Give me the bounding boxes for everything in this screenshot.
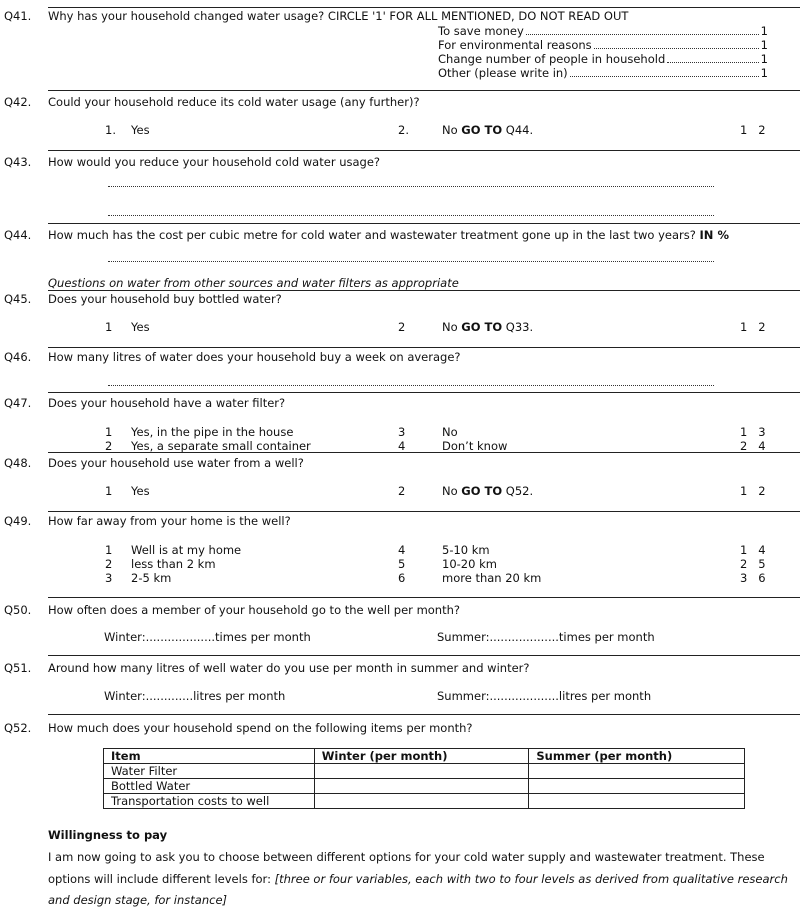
q47-left-num: 1 [105, 425, 113, 439]
q42-number: Q42. [4, 95, 32, 109]
q45-opt2-number: 2 [398, 320, 406, 334]
q42-opt1-number: 1. [105, 123, 116, 137]
option-code[interactable]: 1 [760, 52, 768, 66]
q47-number: Q47. [4, 396, 32, 410]
row-item-label: Water Filter [104, 764, 315, 779]
table-header-row [104, 749, 745, 764]
q49-right-num: 5 [398, 557, 406, 571]
option-code[interactable]: 1 [760, 38, 768, 52]
q48-opt1-label[interactable]: Yes [131, 484, 150, 498]
q49-right-num: 6 [398, 571, 406, 585]
goto-target: Q44. [505, 123, 534, 137]
table-row [104, 794, 745, 809]
q41-question: Why has your household changed water usage? CIRCLE '1' FOR ALL MENTIONED, DO NOT READ OUT [48, 9, 629, 23]
q50-summer-field[interactable]: Summer:...................times per month [437, 630, 655, 644]
q44-unit: IN % [699, 228, 729, 242]
q48-codes[interactable]: 1 2 [740, 484, 766, 498]
q41-option [438, 66, 768, 80]
q51-number: Q51. [4, 661, 32, 675]
q41-option [438, 24, 768, 38]
row-item-label: Bottled Water [104, 779, 315, 794]
opt-no: No [442, 320, 458, 334]
q51-winter-field[interactable]: Winter:.............litres per month [104, 689, 286, 703]
column-header-item: Item [104, 749, 315, 764]
q50-winter-field[interactable]: Winter:...................times per month [104, 630, 311, 644]
option-label: To save money [438, 24, 524, 38]
q47-left-label[interactable]: Yes, in the pipe in the house [131, 425, 294, 439]
q48-opt2-number: 2 [398, 484, 406, 498]
option-label: Other (please write in) [438, 66, 568, 80]
q48-opt1-number: 1 [105, 484, 113, 498]
q45-number: Q45. [4, 292, 32, 306]
wtp-heading: Willingness to pay [48, 828, 168, 842]
option-code[interactable]: 1 [760, 24, 768, 38]
q49-codes[interactable]: 3 6 [740, 571, 766, 585]
q45-opt1-number: 1 [105, 320, 113, 334]
q42-opt2-label[interactable] [442, 123, 533, 137]
q42-opt2-number: 2. [398, 123, 409, 137]
q47-left-num: 2 [105, 439, 113, 453]
q44-number: Q44. [4, 228, 32, 242]
goto-instruction: GO TO [461, 484, 503, 498]
q48-question: Does your household use water from a well? [48, 456, 304, 470]
column-header-winter: Winter (per month) [314, 749, 529, 764]
q48-number: Q48. [4, 456, 32, 470]
q49-right-num: 4 [398, 543, 406, 557]
option-code[interactable]: 1 [760, 66, 768, 80]
q52-number: Q52. [4, 721, 32, 735]
q42-question: Could your household reduce its cold water usage (any further)? [48, 95, 420, 109]
q47-question: Does your household have a water filter? [48, 396, 286, 410]
goto-instruction: GO TO [461, 320, 503, 334]
q46-question: How many litres of water does your household buy a week on average? [48, 350, 461, 364]
goto-instruction: GO TO [461, 123, 503, 137]
q49-left-label[interactable]: Well is at my home [131, 543, 242, 557]
q42-codes[interactable]: 1 2 [740, 123, 766, 137]
table-row [104, 779, 745, 794]
opt-no: No [442, 484, 458, 498]
goto-target: Q52. [505, 484, 534, 498]
q42-opt1-label[interactable]: Yes [131, 123, 150, 137]
q51-question: Around how many litres of well water do you use per month in summer and winter? [48, 661, 530, 675]
q47-left-label[interactable]: Yes, a separate small container [131, 439, 311, 453]
q41-option [438, 38, 768, 52]
q49-left-num: 3 [105, 571, 113, 585]
q47-codes[interactable]: 2 4 [740, 439, 766, 453]
q51-summer-field[interactable]: Summer:...................litres per month [437, 689, 652, 703]
q47-right-label[interactable]: No [442, 425, 458, 439]
winter-cell[interactable] [314, 779, 529, 794]
q44-question-text: How much has the cost per cubic metre for cold water and wastewater treatment gone up in the last two years? [48, 228, 696, 242]
q49-codes[interactable]: 2 5 [740, 557, 766, 571]
wtp-body [48, 847, 790, 912]
row-item-label: Transportation costs to well [104, 794, 315, 809]
q46-answer-line[interactable] [108, 385, 714, 386]
spending-table [103, 748, 745, 809]
q48-opt2-label[interactable] [442, 484, 533, 498]
q49-right-label[interactable]: 10-20 km [442, 557, 497, 571]
winter-cell[interactable] [314, 764, 529, 779]
q41-number: Q41. [4, 9, 32, 23]
wtp-body-italic: [three or four variables, each with two to four levels as derived from qualitative research and design stage, for instance] [48, 871, 788, 907]
winter-cell[interactable] [314, 794, 529, 809]
q45-question: Does your household buy bottled water? [48, 292, 282, 306]
q44-answer-line[interactable] [108, 261, 714, 262]
q47-right-num: 4 [398, 439, 406, 453]
q49-right-label[interactable]: 5-10 km [442, 543, 490, 557]
q47-right-num: 3 [398, 425, 406, 439]
q43-answer-line-1[interactable] [108, 186, 714, 187]
column-header-summer: Summer (per month) [529, 749, 745, 764]
wtp-body-text: I am now going to ask you to choose between different options for your cold water supply and wastewater treatment. These options will include different levels for: [48, 850, 765, 886]
table-row [104, 764, 745, 779]
summer-cell[interactable] [529, 794, 745, 809]
goto-target: Q33. [505, 320, 534, 334]
q45-opt1-label[interactable]: Yes [131, 320, 150, 334]
q47-codes[interactable]: 1 3 [740, 425, 766, 439]
q49-right-label[interactable]: more than 20 km [442, 571, 542, 585]
q50-question: How often does a member of your household go to the well per month? [48, 603, 460, 617]
q43-number: Q43. [4, 155, 32, 169]
option-label: For environmental reasons [438, 38, 592, 52]
q49-left-num: 1 [105, 543, 113, 557]
q45-opt2-label[interactable] [442, 320, 533, 334]
q49-left-label[interactable]: less than 2 km [131, 557, 216, 571]
q50-number: Q50. [4, 603, 32, 617]
q46-number: Q46. [4, 350, 32, 364]
q43-answer-line-2[interactable] [108, 215, 714, 216]
opt-no: No [442, 123, 458, 137]
option-label: Change number of people in household [438, 52, 666, 66]
q43-question: How would you reduce your household cold water usage? [48, 155, 381, 169]
q49-left-label[interactable]: 2-5 km [131, 571, 172, 585]
summer-cell[interactable] [529, 779, 745, 794]
q41-option [438, 52, 768, 66]
q49-question: How far away from your home is the well? [48, 514, 291, 528]
q44-question [48, 228, 729, 242]
q49-left-num: 2 [105, 557, 113, 571]
q49-codes[interactable]: 1 4 [740, 543, 766, 557]
q49-number: Q49. [4, 514, 32, 528]
q45-codes[interactable]: 1 2 [740, 320, 766, 334]
q47-right-label[interactable]: Don’t know [442, 439, 508, 453]
q52-question: How much does your household spend on the following items per month? [48, 721, 473, 735]
q44-note: Questions on water from other sources and water filters as appropriate [48, 276, 459, 290]
summer-cell[interactable] [529, 764, 745, 779]
